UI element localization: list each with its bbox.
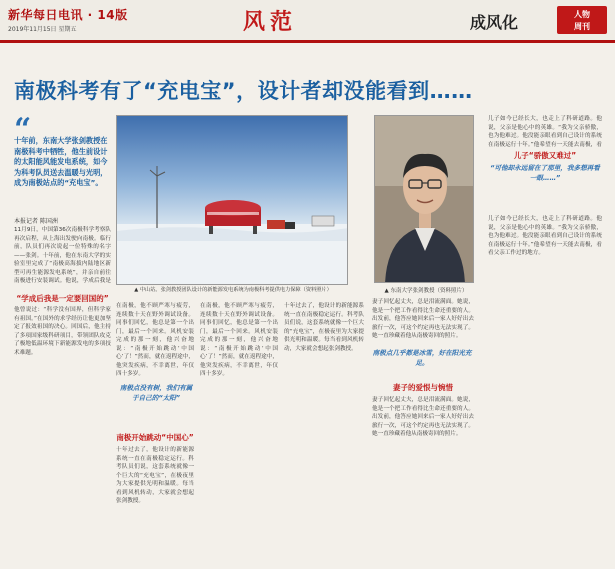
body-column-5a: 妻子回忆起丈夫，总是泪流满面。她说，他是一个把工作看得比生命还重要的人。出发前，他答应她回来后一家人好好出去旅行一次，可这个约定再也无法实现了。她一直珍藏着他从南极寄回的照片。 xyxy=(372,299,474,339)
main-photo-caption: ▲ 中山站。张剑教授团队设计的新能源发电系统为南极科考提供电力保障（资料照片） xyxy=(134,287,332,293)
quote-mark-icon: “ xyxy=(14,112,32,147)
body-column-2b: 十年过去了，他设计的新能源系统一直在南极稳定运行。科考队员们说，这套系统就像一个巨大的“充电宝”，在极夜里为大家提供光明和温暖。每当看到风机转动，大家就会想起张剑教授。 xyxy=(116,447,194,504)
newspaper-header xyxy=(0,0,615,42)
pull-quote-1: 南极点没有树，我们有属于自己的“太阳” xyxy=(119,384,193,402)
badge-top-text: 人物 xyxy=(574,10,590,19)
lead-text: 十年前，东南大学张剑教授在南极科考中牺牲，他生前设计的太阳能风能发电系统，如今为科考队员送去温暖与光明，成为南极站点的“充电宝”。 xyxy=(14,136,108,187)
lead-box xyxy=(14,112,111,214)
portrait-photo xyxy=(374,115,474,283)
pull-quote-2: 南极点几乎都是冰雪，好在阳光充足。 xyxy=(372,349,472,367)
body-column-2a: 在南极，他不顾严寒与疲劳，连续数十天在野外调试设备。同事们回忆，他总是第一个出门，最后一个回来。风机安装完成的那一刻，他兴奋地说：“南极开始跳动‘中国心’了！”然而，就在返程途中，他突发疾病，不幸离世，年仅四十多岁。 xyxy=(116,303,194,377)
body-column-6b: 儿子如今已经长大，也走上了科研道路。他说，父亲是他心中的英雄。“我为父亲骄傲，也为他难过。他没能亲眼看到自己设计的系统在南极运行十年。”他希望有一天能去南极，看看父亲工作过的地方。 xyxy=(488,216,602,256)
header-rule xyxy=(0,40,615,43)
portrait-illustration xyxy=(375,116,474,283)
body-column-6a: 儿子如今已经长大，也走上了科研道路。他说，父亲是他心中的英雄。“我为父亲骄傲，也为他难过。他没能亲眼看到自己设计的系统在南极运行十年。”他希望有一天能去南极，看 xyxy=(488,116,602,147)
date-line: 2019年11月15日 星期五 xyxy=(8,26,77,33)
body-column-5b: 妻子回忆起丈夫，总是泪流满面。她说，他是一个把工作看得比生命还重要的人。出发前，他答应她回来后一家人好好出去旅行一次，可这个约定再也无法实现了。她一直珍藏着他从南极寄回的照片。 xyxy=(372,397,474,437)
section-title: 风范 xyxy=(243,9,298,35)
body-column-1b: 他曾说过：“科学没有国界，但科学家有祖国。”在国外的求学经历让他更加坚定了报效祖国的决心。回国后，他主持了多项国家级科研项目，带领团队攻克了极地低温环境下新能源发电的多项技术难题。 xyxy=(14,307,111,356)
body-column-4: 十年过去了，他设计的新能源系统一直在南极稳定运行。科考队员们说，这套系统就像一个巨大的“充电宝”，在极夜里为大家提供光明和温暖。每当看到风机转动，大家就会想起张剑教授。 xyxy=(284,303,364,352)
subhead-4: 儿子“骄傲又难过” xyxy=(513,151,577,160)
paper-name: 新华每日电讯 · 14版 xyxy=(8,8,128,22)
article-headline: 南极科考有了“充电宝”，设计者却没能看到…… xyxy=(14,79,473,103)
column-name: 成风化 xyxy=(470,13,519,32)
south-pole-station-photo xyxy=(116,115,348,285)
body-column-3: 在南极，他不顾严寒与疲劳，连续数十天在野外调试设备。同事们回忆，他总是第一个出门，最后一个回来。风机安装完成的那一刻，他兴奋地说：“南极开始跳动‘中国心’了！”然而，就在返程途中，他突发疾病，不幸离世，年仅四十多岁。 xyxy=(200,303,278,377)
subhead-1: “学成后我是一定要回国的” xyxy=(16,294,109,303)
badge-bottom-text: 周刊 xyxy=(574,22,590,31)
pull-quote-3: “可他却永远留在了那里，我多想再看一眼……” xyxy=(490,164,600,182)
subhead-2: 南极开始跳动“中国心” xyxy=(116,433,194,442)
station-illustration xyxy=(117,116,348,285)
column-badge xyxy=(557,6,607,34)
portrait-caption: ▲ 东南大学张剑教授（资料照片） xyxy=(384,288,468,294)
body-column-1a: 11月9日，中国第36次南极科学考察队再次启程，从上海出发驶向南极。临行前，队员们再次说起一位特殊的名字——张剑。十年前，他在东南大学的实验室里完成了“南极高海拔内陆地区新型可再生能源发电系统”，并亲自前往南极进行安装调试。他说，学成后我是 xyxy=(14,227,111,284)
subhead-3: 妻子的爱恨与惋惜 xyxy=(393,383,453,392)
byline: 本报记者 陈国洲 xyxy=(14,218,58,225)
